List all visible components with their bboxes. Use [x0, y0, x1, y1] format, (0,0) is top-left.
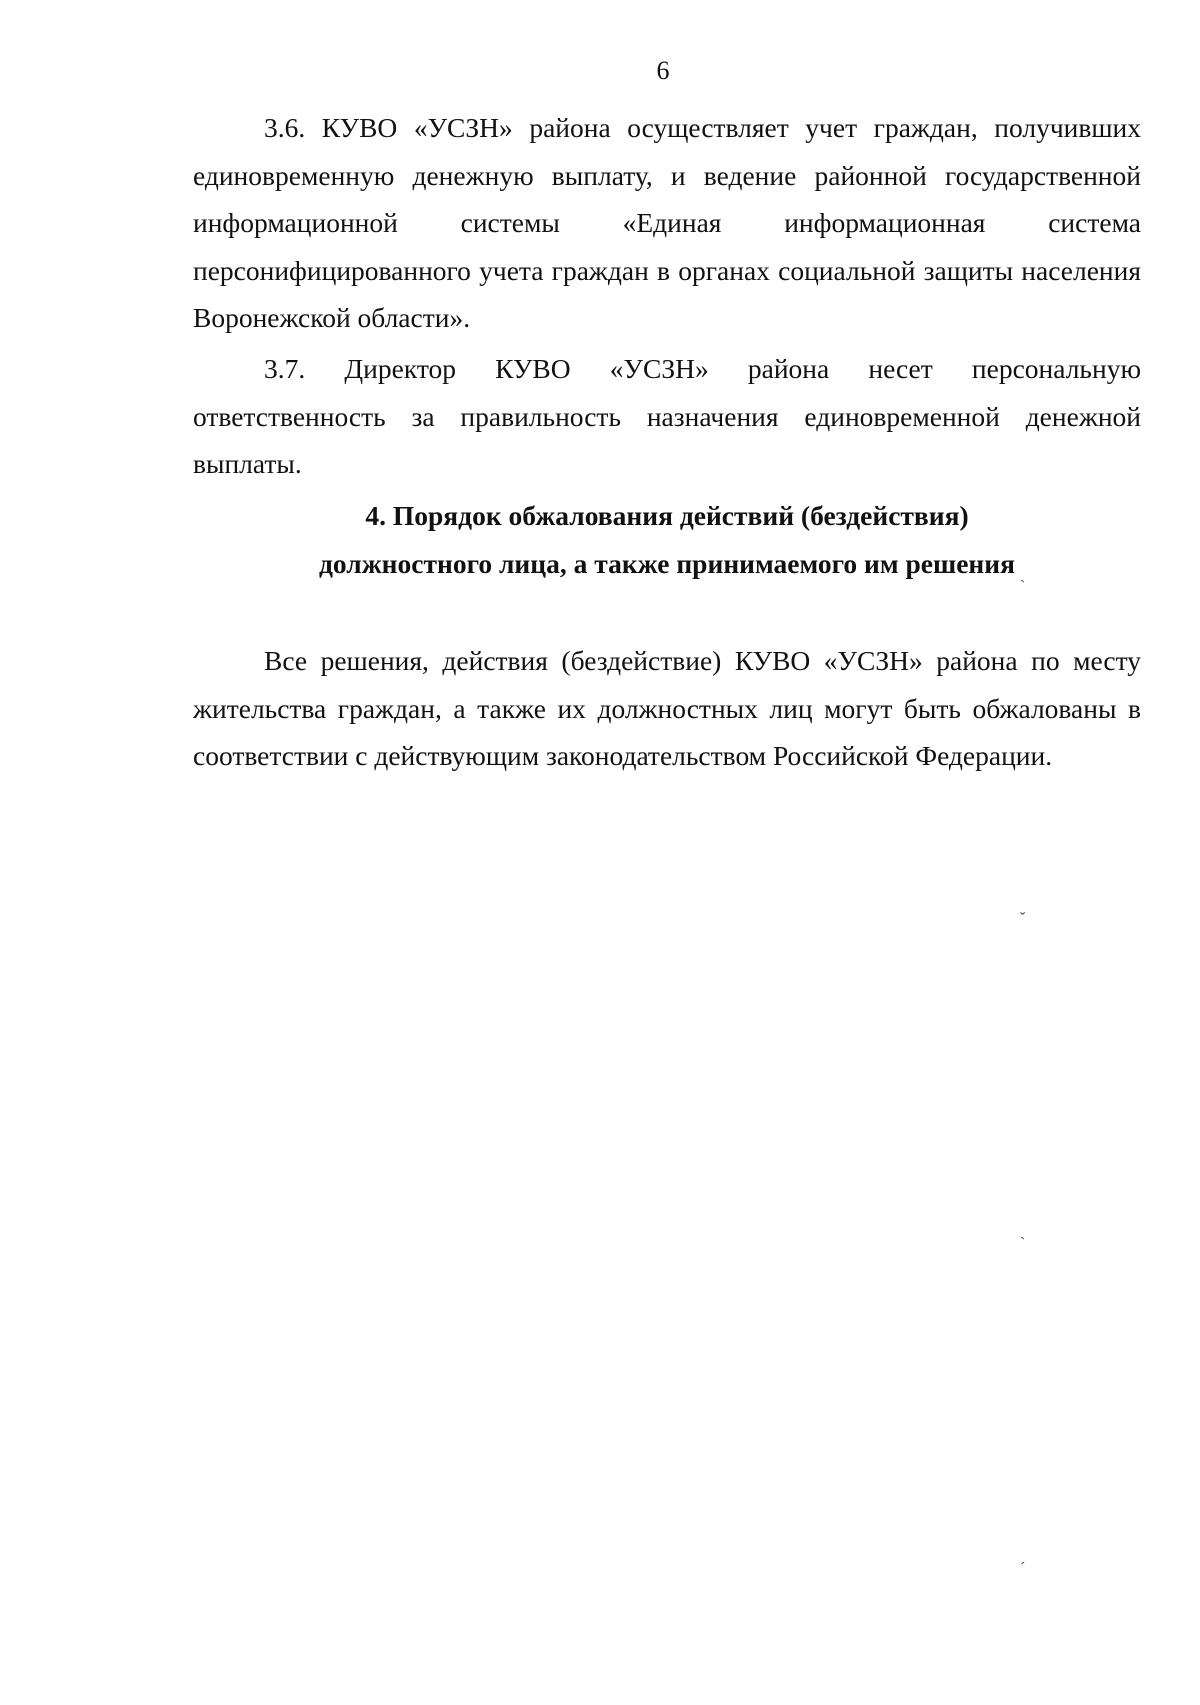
section-4-heading-line-2: должностного лица, а также принимаемого им решения [319, 548, 1015, 579]
paragraph-3-7 [193, 345, 1141, 488]
paragraph-3-7-text: 3.7. Директор КУВО «УСЗН» района несет персональную ответственность за правильность назначения единовременной денежной выплаты. [193, 353, 1141, 479]
page-number: 6 [656, 56, 670, 85]
section-4-body-text: Все решения, действия (бездействие) КУВО «УСЗН» района по месту жительства граждан, а также их должностных лиц могут быть обжалованы в соответствии с действующим законодательством Российской Федерации. [193, 645, 1141, 771]
scan-mark: ˇ [1020, 910, 1026, 927]
section-4-body [193, 637, 1141, 780]
paragraph-3-6-text: 3.6. КУВО «УСЗН» района осуществляет учет граждан, получивших единовременную денежную выплату, и ведение районной государственной информационной системы «Единая информационная система персонифицированного учета граждан в органах социальной защиты населения Воронежской области». [193, 112, 1141, 333]
scan-mark: ˊ [1020, 1560, 1026, 1577]
paragraph-3-6 [193, 104, 1141, 342]
scan-mark: ˋ [1020, 1235, 1026, 1252]
section-4-heading-line-1: 4. Порядок обжалования действий (бездействия) [365, 500, 969, 531]
scan-mark: ˋ [1020, 578, 1026, 595]
